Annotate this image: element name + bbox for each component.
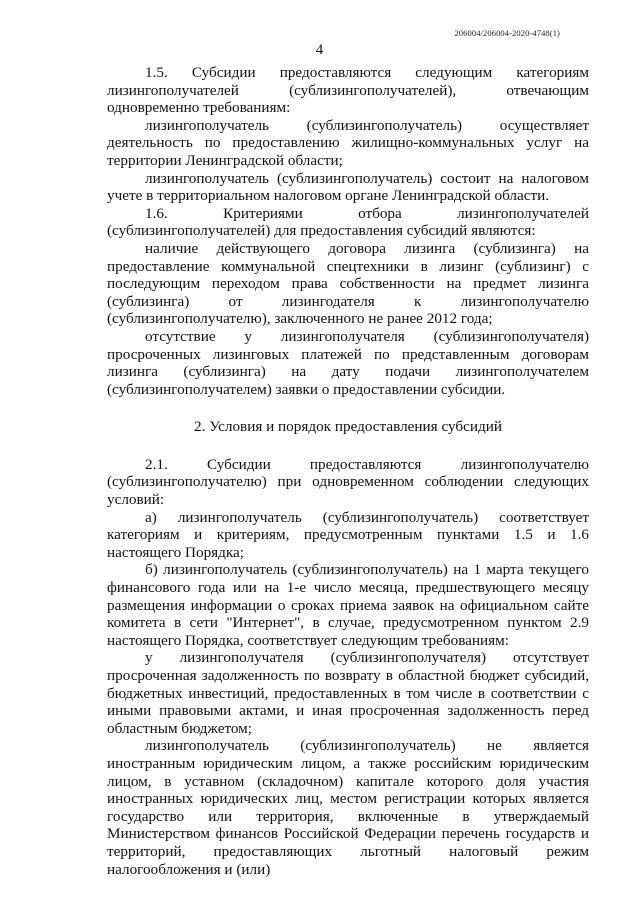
paragraph-1-6: 1.6. Критериями отбора лизингополучателей (сублизингополучателей) для предоставления субсидий являются: — [107, 204, 589, 240]
paragraph-category-2: лизингополучатель (сублизингополучатель) состоит на налоговом учете в территориальном налоговом органе Ленинградской области. — [107, 169, 589, 205]
paragraph-1-5: 1.5. Субсидии предоставляются следующим категориям лизингополучателей (сублизингополучателей), отвечающим одновременно требованиям: — [107, 64, 589, 117]
paragraph-requirement-foreign: лизингополучатель (сублизингополучатель) не является иностранным юридическим лицом, а также российским юридическим лицом, в уставном (складочном) капитале которого доля участия иностранных юридических лиц, местом регистрации которых является государство или территория, включенные в утверждаемый Министерством финансов Российской Федерации перечень государств и территорий, предоставляющих льготный налоговый режим налогообложения и (или) — [107, 737, 589, 878]
document-id: 206004/206004-2020-4748(1) — [454, 28, 560, 38]
section-2-title: 2. Условия и порядок предоставления субсидий — [194, 418, 502, 436]
paragraph-criterion-2: отсутствие у лизингополучателя (сублизингополучателя) просроченных лизинговых платежей по представленным договорам лизинга (сублизинга) на дату подачи лизингополучателем (сублизингополучателем) заявки о предоставлении субсидии. — [107, 327, 589, 398]
paragraph-2-1: 2.1. Субсидии предоставляются лизингополучателю (сублизингополучателю) при одновременном соблюдении следующих условий: — [107, 455, 589, 509]
paragraph-criterion-1: наличие действующего договора лизинга (сублизинга) на предоставление коммунальной спецтехники в лизинг (сублизинг) с последующим переходом права собственности на предмет лизинга (сублизинга) от лизингодателя к лизингополучателю (сублизингополучателю), заключенного не ранее 2012 года; — [107, 239, 589, 328]
paragraph-condition-a: а) лизингополучатель (сублизингополучатель) соответствует категориям и критериям, предусмотренным пунктами 1.5 и 1.6 настоящего Порядка; — [107, 508, 589, 561]
document-body — [107, 64, 589, 878]
paragraph-category-1: лизингополучатель (сублизингополучатель) осуществляет деятельность по предоставлению жилищно-коммунальных услуг на территории Ленинградской области; — [107, 116, 589, 169]
paragraph-condition-b: б) лизингополучатель (сублизингополучатель) на 1 марта текущего финансового года или на 1-е число месяца, предшествующего месяцу размещения информации о сроках приема заявок на официальном сайте комитета в сети "Интернет", в случае, предусмотренном пунктом 2.9 настоящего Порядка, соответствует следующим требованиям: — [107, 561, 589, 649]
paragraph-requirement-debt: у лизингополучателя (сублизингополучателя) отсутствует просроченная задолженность по возврату в областной бюджет субсидий, бюджетных инвестиций, предоставленных в том числе в соответствии с иными правовыми актами, и иная просроченная задолженность перед областным бюджетом; — [107, 649, 589, 737]
page-number: 4 — [315, 42, 324, 58]
